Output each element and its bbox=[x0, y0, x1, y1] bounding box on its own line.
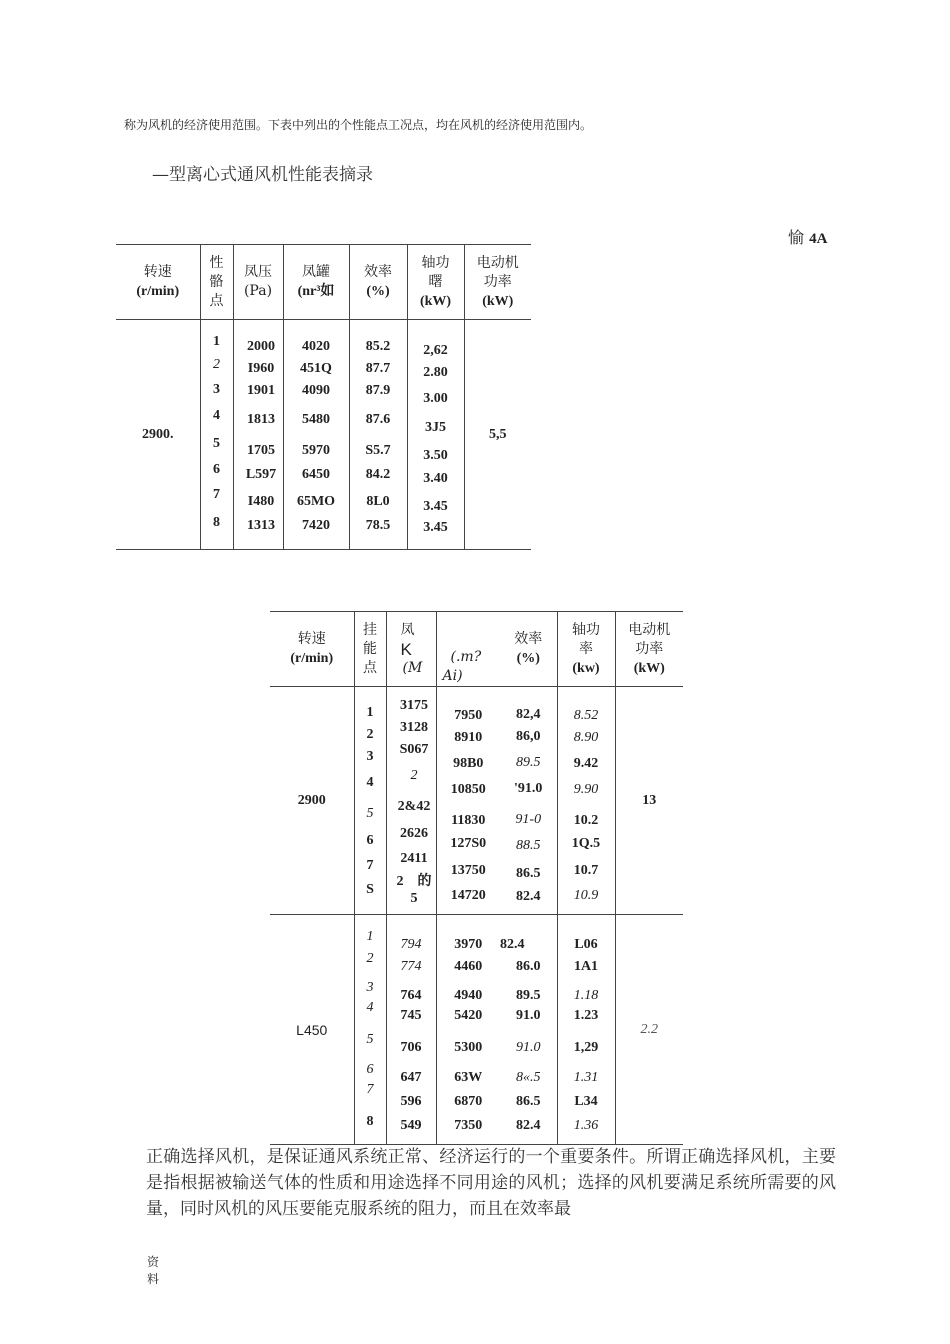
table-heading: —型离心式通风机性能表摘录 bbox=[152, 165, 373, 185]
t2-g2-shaft-values: L06 1A1 1.18 1.23 1,29 1.31 L34 1.36 bbox=[557, 915, 615, 1145]
t2-g2-speed: L450 bbox=[296, 1021, 328, 1038]
t2-g2-flow-values: 3970 4460 4940 5420 5300 63W 6870 7350 bbox=[436, 915, 500, 1145]
t2-g1-speed: 2900 bbox=[297, 792, 326, 808]
table-number-prefix: 愉 bbox=[788, 228, 805, 247]
t1-header-speed: 转速 (r/min) bbox=[116, 245, 200, 320]
t1-eff-values: 85.2 87.7 87.9 87.6 S5.7 84.2 8L0 78.5 bbox=[349, 320, 407, 550]
t2-g1-eff-values: 82,4 86,0 89.5 '91.0 91-0 88.5 86.5 82.4 bbox=[514, 706, 543, 904]
table2-group2-row bbox=[270, 915, 683, 1145]
t1-header-pressure: 凤压 (Pa) bbox=[233, 245, 283, 320]
t2-g1-points: 1 2 3 4 5 6 7 S bbox=[354, 687, 386, 915]
t1-points: 1 2 3 4 5 6 7 8 bbox=[200, 320, 233, 550]
table1-header-row bbox=[116, 245, 531, 320]
t2-g1-shaft-values: 8.52 8.90 9.42 9.90 10.2 1Q.5 10.7 10.9 bbox=[557, 687, 615, 915]
t2-g2-motor: 2.2 bbox=[615, 915, 683, 1145]
table1-data-row bbox=[116, 320, 531, 550]
performance-table-2 bbox=[270, 611, 683, 1145]
table-number bbox=[788, 225, 827, 248]
t2-g1-flow-values: 7950 8910 98B0 10850 11830 127S0 13750 14720 bbox=[436, 687, 500, 915]
t1-header-flow: 凤罐 (nr³如 bbox=[283, 245, 349, 320]
t2-header-flow: (.m? Ai) bbox=[436, 612, 500, 687]
t2-header-shaft: 轴功 率 (kw) bbox=[557, 612, 615, 687]
table2-group1-row bbox=[270, 687, 683, 915]
t2-header-motor: 电动机 功率 (kW) bbox=[615, 612, 683, 687]
t1-header-shaft: 轴功 曙 (kW) bbox=[407, 245, 464, 320]
t2-header-pressure: 凤 K (M bbox=[386, 612, 436, 687]
table2-header-row bbox=[270, 612, 683, 687]
t1-motor: 5,5 bbox=[464, 320, 531, 550]
t1-pressure-values: 2000 I960 1901 1813 1705 L597 I480 1313 bbox=[233, 320, 283, 550]
t1-header-motor: 电动机 功率 (kW) bbox=[464, 245, 531, 320]
intro-text: 称为风机的经济使用范围。下表中列出的个性能点工况点，均在风机的经济使用范围内。 bbox=[124, 118, 593, 132]
t2-header-speed: 转速 (r/min) bbox=[270, 612, 354, 687]
table-number-value: 4A bbox=[809, 231, 828, 247]
performance-table-1 bbox=[116, 244, 531, 550]
footer-label: 资料 bbox=[147, 1255, 160, 1286]
t1-speed: 2900. bbox=[142, 426, 174, 442]
t2-g2-points: 1 2 3 4 5 6 7 8 bbox=[354, 915, 386, 1145]
t2-header-eff: 效率 (%) bbox=[500, 612, 557, 687]
t1-header-eff: 效率 (%) bbox=[349, 245, 407, 320]
t1-flow-values: 4020 451Q 4090 5480 5970 6450 65MO 7420 bbox=[283, 320, 349, 550]
t2-g1-pressure-values: 3175 3128 S067 2 2&42 2626 2411 2 的 5 bbox=[386, 687, 436, 915]
t1-shaft-values: 2,62 2.80 3.00 3J5 3.50 3.40 3.45 3.45 bbox=[407, 320, 464, 550]
t2-g1-motor: 13 bbox=[615, 687, 683, 915]
t2-g2-eff-values: 82.4 86.0 89.5 91.0 91.0 8«.5 86.5 82.4 bbox=[500, 936, 541, 1133]
body-paragraph: 正确选择风机，是保证通风系统正常、经济运行的一个重要条件。所谓正确选择风机，主要是指根据被输送气体的性质和用途选择不同用途的风机；选择的风机要满足系统所需要的风量，同时风机的风压要能克服系统的阻力，而且在效率最 bbox=[146, 1147, 836, 1219]
t2-header-point: 挂 能 点 bbox=[354, 612, 386, 687]
t1-header-point: 性 骼 点 bbox=[200, 245, 233, 320]
t2-g2-pressure-values: 794 774 764 745 706 647 596 549 bbox=[386, 915, 436, 1145]
